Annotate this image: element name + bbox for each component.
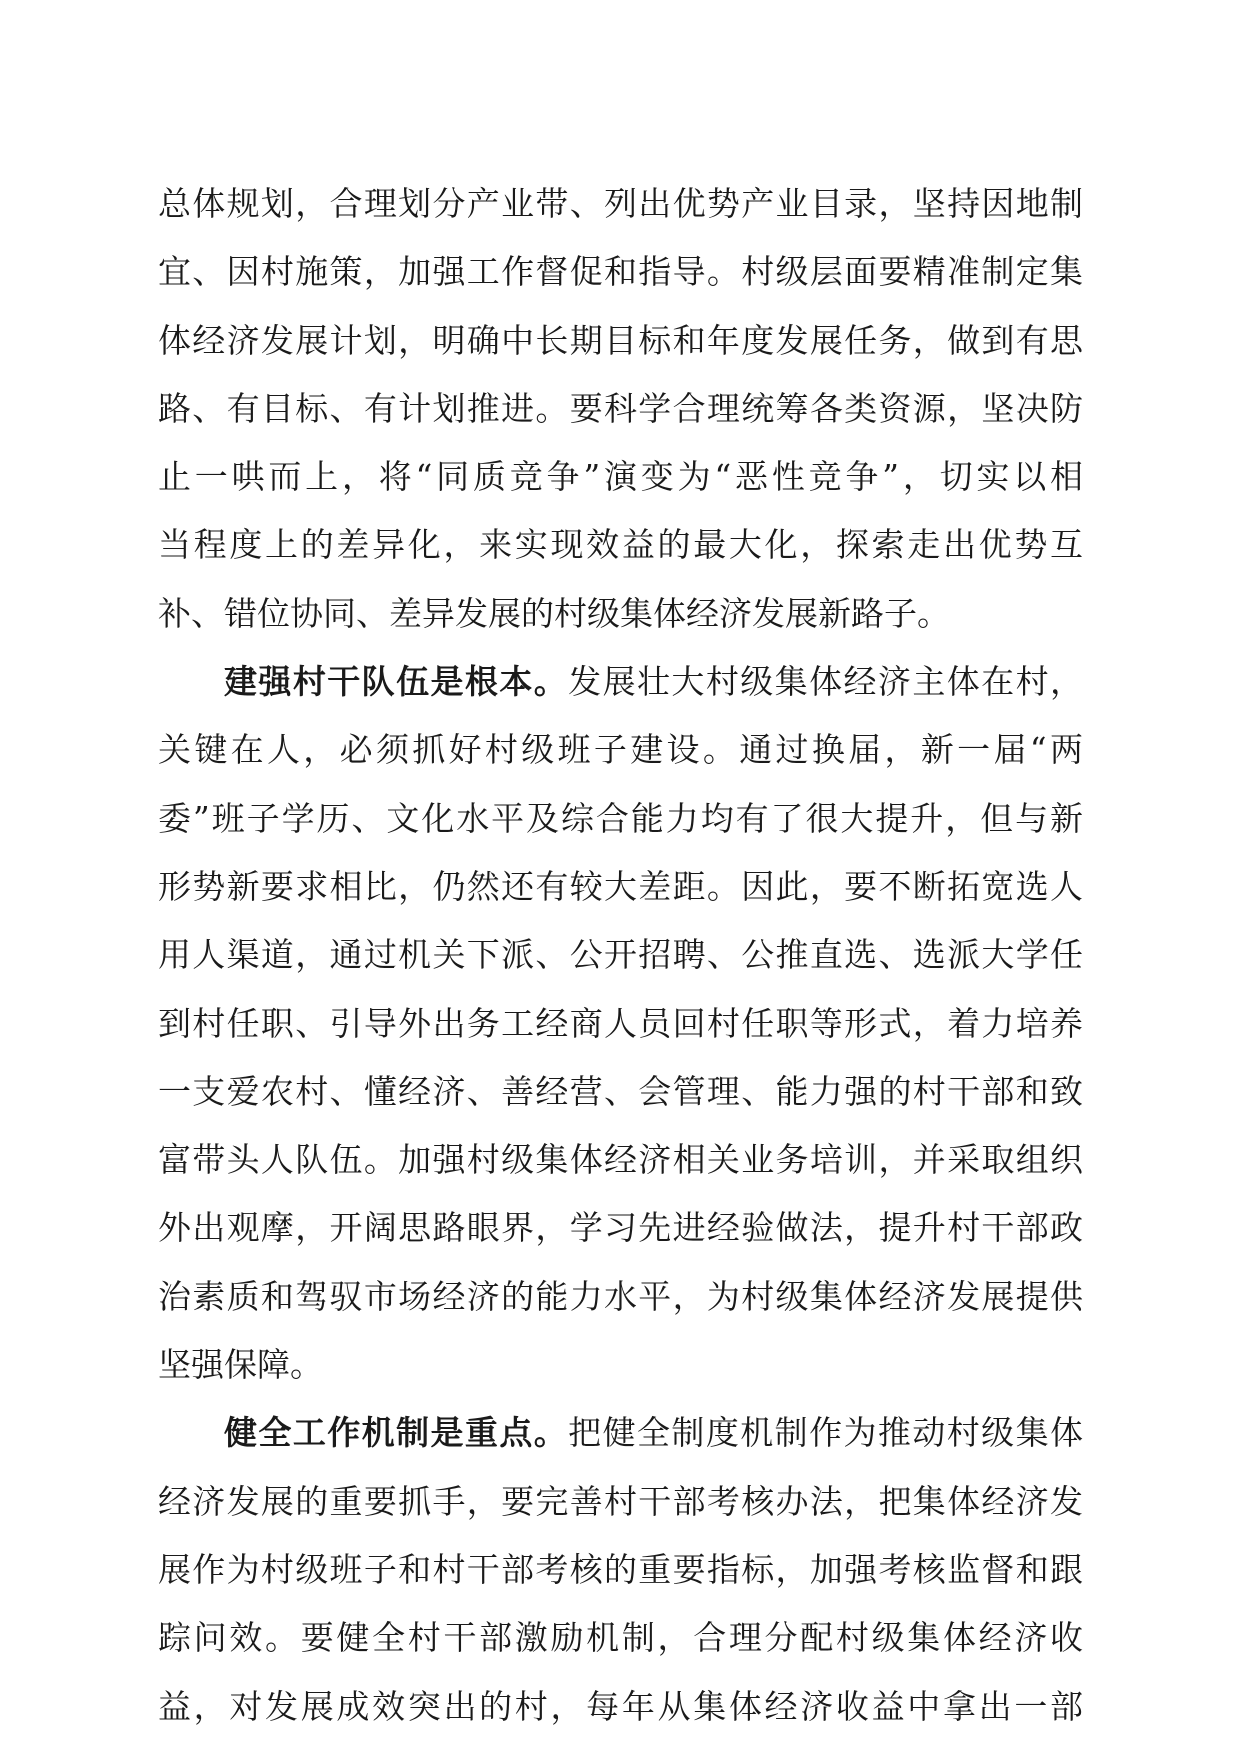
document-page <box>158 182 1083 1753</box>
text-line <box>158 1411 1083 1479</box>
text-line: 当程度上的差异化，来实现效益的最大化，探索走出优势互 <box>158 525 1083 565</box>
text-line: 展作为村级班子和村干部考核的重要指标，加强考核监督和跟 <box>158 1549 1083 1589</box>
text-line: 治素质和驾驭市场经济的能力水平，为村级集体经济发展提供 <box>158 1276 1083 1316</box>
text-line: 经济发展的重要抓手，要完善村干部考核办法，把集体经济发 <box>158 1481 1083 1521</box>
text-run: 发展壮大村级集体经济主体在村， <box>568 662 1083 702</box>
text-line: 止一哄而上，将“同质竞争”演变为“恶性竞争”，切实以相 <box>158 457 1083 497</box>
text-line: 路、有目标、有计划推进。要科学合理统筹各类资源，坚决防 <box>158 388 1083 428</box>
paragraph <box>158 660 1083 1411</box>
text-line: 形势新要求相比，仍然还有较大差距。因此，要不断拓宽选人 <box>158 866 1083 906</box>
text-line: 补、错位协同、差异发展的村级集体经济发展新路子。 <box>158 593 950 633</box>
text-line <box>158 660 1083 728</box>
text-line: 坚强保障。 <box>158 1345 323 1385</box>
text-line: 益，对发展成效突出的村，每年从集体经济收益中拿出一部 <box>158 1686 1083 1726</box>
text-line: 外出观摩，开阔思路眼界，学习先进经验做法，提升村干部政 <box>158 1208 1083 1248</box>
text-line: 委”班子学历、文化水平及综合能力均有了很大提升，但与新 <box>158 798 1083 838</box>
text-line: 总体规划，合理划分产业带、列出优势产业目录，坚持因地制 <box>158 184 1083 223</box>
paragraph <box>158 182 1083 660</box>
text-line: 到村任职、引导外出务工经商人员回村任职等形式，着力培养 <box>158 1003 1083 1043</box>
text-line: 富带头人队伍。加强村级集体经济相关业务培训，并采取组织 <box>158 1140 1083 1180</box>
text-line: 关键在人，必须抓好村级班子建设。通过换届，新一届“两 <box>158 730 1083 770</box>
text-line: 一支爱农村、懂经济、善经营、会管理、能力强的村干部和致 <box>158 1071 1083 1111</box>
text-line: 踪问效。要健全村干部激励机制，合理分配村级集体经济收 <box>158 1618 1083 1658</box>
paragraph <box>158 1411 1083 1752</box>
text-run: 把健全制度机制作为推动村级集体 <box>568 1413 1083 1453</box>
text-line: 体经济发展计划，明确中长期目标和年度发展任务，做到有思 <box>158 320 1083 360</box>
text-line: 用人渠道，通过机关下派、公开招聘、公推直选、选派大学任 <box>158 935 1083 975</box>
paragraph-heading: 健全工作机制是重点。 <box>224 1413 569 1453</box>
text-line: 宜、因村施策，加强工作督促和指导。村级层面要精准制定集 <box>158 252 1083 292</box>
paragraph-heading: 建强村干队伍是根本。 <box>224 662 569 702</box>
